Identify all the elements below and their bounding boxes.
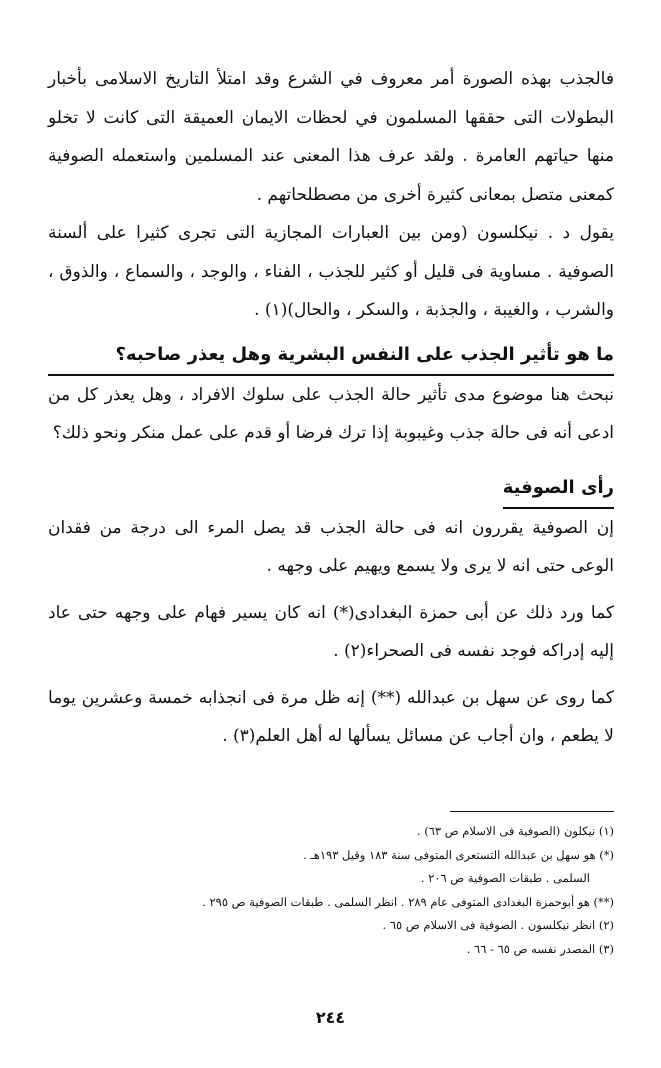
footnote: السلمى . طبقات الصوفية ص ٢٠٦ . bbox=[420, 871, 590, 885]
paragraph-effect-of-jadhb: نبحث هنا موضوع مدى تأثير حالة الجذب على سلوك الافراد ، وهل يعذر كل من ادعى أنه فى حالة جذب وغيبوبة إذا ترك فرضا أو قدم على عمل منكر ونحو ذلك؟ bbox=[48, 384, 614, 443]
paragraph-sufi-view-3: كما روى عن سهل بن عبدالله (**) إنه ظل مرة فى انجذابه خمسة وعشرين يوما لا يطعم ، وان أجاب عن مسائل يسألها له أهل العلم(٣) . bbox=[48, 687, 614, 746]
page-body bbox=[48, 60, 614, 756]
paragraph-nicholson-quote: يقول د . نيكلسون (ومن بين العبارات المجازية التى تجرى كثيرا على ألسنة الصوفية . مساوية فى قليل أو كثير للجذب ، الفناء ، والوجد ، والسماع ، والذوق ، والشرب ، والغيبة ، والجذبة ، والسكر ، والحال)(١) . bbox=[48, 223, 614, 320]
page-number: ٢٤٤ bbox=[315, 1008, 346, 1027]
paragraph-jadhb-intro: فالجذب بهذه الصورة أمر معروف في الشرع وقد امتلأ التاريخ الاسلامى بأخبار البطولات التى حققها المسلمون في لحظات الايمان العميقة التى كانت لا تخلو منها حياتهم العامرة . ولقد عرف هذا المعنى عند المسلمين واستعمله الصوفية كمعنى متصل بمعانى كثيرة أخرى من مصطلحاتهم . bbox=[48, 69, 614, 205]
paragraph-sufi-view-1: إن الصوفية يقررون انه فى حالة الجذب قد يصل المرء الى درجة من فقدان الوعى حتى انه لا يرى ولا يسمع ويهيم على وجهه . bbox=[48, 517, 614, 576]
section-heading-effect-of-jadhb: ما هو تأثير الجذب على النفس البشرية وهل يعذر صاحبه؟ bbox=[48, 338, 614, 376]
footnote: (١) نيكلون (الصوفية فى الاسلام ص ٦٣) . bbox=[416, 824, 614, 838]
footnote-divider bbox=[450, 811, 614, 812]
footnotes bbox=[48, 820, 614, 961]
footnote: (*) هو سهل بن عبدالله التستعرى المتوفى سنة ١٨٣ وقيل ١٩٣هـ . bbox=[303, 847, 614, 862]
section-heading-sufi-view: رأى الصوفية bbox=[503, 471, 614, 509]
footnote: (٣) المصدر نفسه ص ٦٥ - ٦٦ . bbox=[466, 941, 614, 956]
footnote: (٢) انظر نيكلسون . الصوفية فى الاسلام ص ٦٥ . bbox=[382, 918, 614, 932]
paragraph-sufi-view-2: كما ورد ذلك عن أبى حمزة البغدادى(*) انه كان يسير فهام على وجهه حتى عاد إليه إدراكه فوجد نفسه فى الصحراء(٢) . bbox=[48, 602, 614, 661]
footnote: (**) هو أبوحمزة البغدادى المتوفى عام ٢٨٩ . انظر السلمى . طبقات الصوفية ص ٢٩٥ . bbox=[202, 894, 614, 909]
